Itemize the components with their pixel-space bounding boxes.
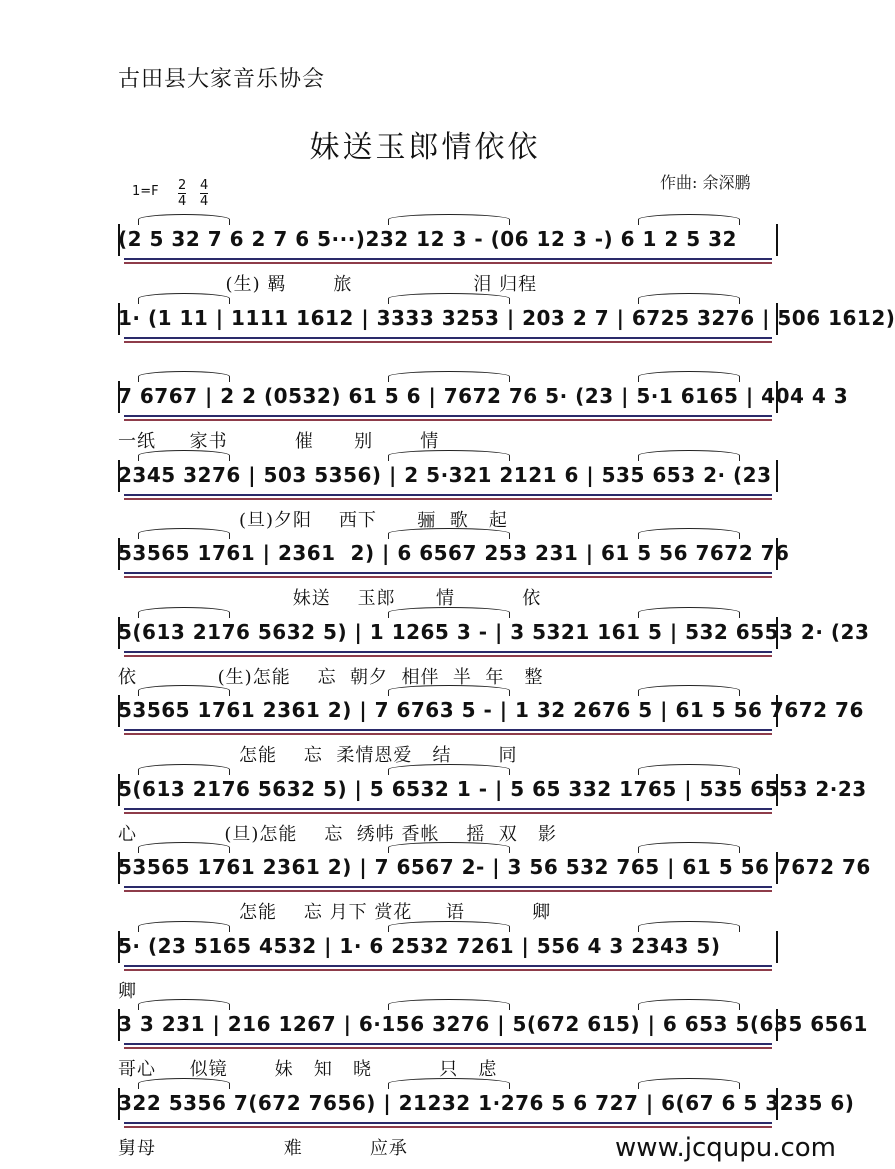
slur-mark	[388, 999, 510, 1010]
notation-text: 53565 1761 | 2361 2) | 6 6567 253 231 | 61 5 56 7672 76	[118, 541, 790, 565]
notation-text: 322 5356 7(672 7656) | 21232 1·276 5 6 727 | 6(67 6 5 3235 6)	[118, 1090, 855, 1115]
slur-mark	[138, 607, 230, 618]
lyrics-text: 怎能 忘 柔情恩爱 结 同	[118, 745, 518, 766]
slur-mark	[138, 371, 230, 382]
staff-line	[118, 536, 790, 614]
underline-beam-secondary	[124, 262, 772, 264]
slur-mark	[638, 450, 740, 461]
slur-mark	[138, 842, 230, 853]
staff-line	[118, 850, 871, 928]
underline-beam	[124, 337, 772, 339]
barline	[118, 931, 120, 963]
staff-line	[118, 772, 867, 850]
underline-beam-secondary	[124, 341, 772, 343]
underline-beam	[124, 729, 772, 731]
slur-mark	[638, 921, 740, 932]
lyrics-text: 哥心 似镜 妹 知 晓 只 虑	[118, 1059, 498, 1080]
slur-mark	[638, 842, 740, 853]
time-signature-4-4: 4 4	[200, 178, 209, 209]
notation-text: 7 6767 | 2 2 (0532) 61 5 6 | 7672 76 5· (23 | 5·1 6165 | 404 4 3	[118, 384, 849, 408]
barline	[118, 617, 120, 649]
underline-beam	[124, 651, 772, 653]
notation-text: 53565 1761 2361 2) | 7 6763 5 - | 1 32 2676 5 | 61 5 56 7672 76	[118, 698, 864, 722]
slur-mark	[138, 999, 230, 1010]
underline-beam-secondary	[124, 733, 772, 735]
slur-mark	[638, 371, 740, 382]
underline-beam	[124, 808, 772, 810]
barline	[776, 774, 778, 806]
slur-mark	[138, 214, 230, 225]
staff-line	[118, 615, 870, 693]
slur-mark	[138, 293, 230, 304]
slur-mark	[388, 528, 510, 539]
slur-mark	[388, 921, 510, 932]
underline-beam-secondary	[124, 1126, 772, 1128]
barline	[776, 695, 778, 727]
underline-beam-secondary	[124, 969, 772, 971]
underline-beam	[124, 1043, 772, 1045]
notation-text: 3 3 231 | 216 1267 | 6·156 3276 | 5(672 615) | 6 653 5(635 6561	[118, 1012, 868, 1036]
notation-text: 5· (23 5165 4532 | 1· 6 2532 7261 | 556 4 3 2343 5)	[118, 933, 721, 958]
lyrics-text: 一纸 家书 催 别 情	[118, 431, 440, 452]
slur-mark	[138, 450, 230, 461]
notation-text: 1· (1 11 | 1111 1612 | 3333 3253 | 203 2 7 | 6725 3276 | 506 1612)	[118, 305, 895, 330]
slur-mark	[138, 1078, 230, 1089]
slur-mark	[138, 528, 230, 539]
slur-mark	[388, 1078, 510, 1089]
lyrics-text: 卿	[118, 980, 137, 1002]
staff-line	[118, 301, 895, 379]
staff-line	[118, 222, 778, 300]
slur-mark	[638, 685, 740, 696]
slur-mark	[638, 214, 740, 225]
staff-line	[118, 458, 778, 536]
underline-beam-secondary	[124, 576, 772, 578]
time-signature-2-4: 2 4	[178, 178, 187, 209]
slur-mark	[388, 607, 510, 618]
barline	[776, 460, 778, 492]
lyrics-text: 心 (旦)怎能 忘 绣帏 香帐 摇 双 影	[118, 823, 557, 845]
notation-text: 5(613 2176 5632 5) | 1 1265 3 - | 3 5321 161 5 | 532 6553 2· (23	[118, 619, 870, 644]
underline-beam	[124, 1122, 772, 1124]
barline	[118, 460, 120, 492]
slur-mark	[638, 764, 740, 775]
composer-credit: 作曲: 余深鹏	[660, 173, 751, 192]
notation-text: 2345 3276 | 503 5356) | 2 5·321 2121 6 | 535 653 2· (23	[118, 462, 772, 487]
barline	[776, 1088, 778, 1120]
slur-mark	[638, 528, 740, 539]
slur-mark	[388, 214, 510, 225]
underline-beam	[124, 965, 772, 967]
barline	[776, 381, 778, 413]
slur-mark	[638, 293, 740, 304]
slur-mark	[638, 999, 740, 1010]
barline	[118, 852, 120, 884]
lyrics-text: (生) 羁 旅 泪 归程	[118, 274, 538, 295]
underline-beam-secondary	[124, 655, 772, 657]
slur-mark	[388, 842, 510, 853]
underline-beam	[124, 494, 772, 496]
slur-mark	[388, 764, 510, 775]
staff-line	[118, 693, 864, 771]
barline	[118, 1009, 120, 1041]
barline	[776, 852, 778, 884]
lyrics-text: 舅母 难 应承	[118, 1137, 408, 1159]
underline-beam	[124, 258, 772, 260]
staff-line	[118, 379, 849, 457]
slur-mark	[388, 293, 510, 304]
notation-text: (2 5 32 7 6 2 7 6 5···)232 12 3 - (06 12 3 -) 6 1 2 5 32	[118, 227, 737, 251]
website-watermark: www.jcqupu.com	[615, 1133, 836, 1163]
lyrics-text: (旦)夕阳 西下 骊 歌 起	[118, 509, 508, 531]
underline-beam-secondary	[124, 812, 772, 814]
staff-line	[118, 929, 778, 1007]
barline	[118, 538, 120, 570]
notation-text: 53565 1761 2361 2) | 7 6567 2- | 3 56 532 765 | 61 5 56 7672 76	[118, 855, 871, 879]
barline	[118, 695, 120, 727]
barline	[118, 381, 120, 413]
barline	[118, 774, 120, 806]
barline	[776, 1009, 778, 1041]
underline-beam	[124, 415, 772, 417]
barline	[118, 303, 120, 335]
staff-line	[118, 1007, 868, 1085]
slur-mark	[388, 371, 510, 382]
underline-beam-secondary	[124, 498, 772, 500]
underline-beam-secondary	[124, 1047, 772, 1049]
barline	[776, 931, 778, 963]
slur-mark	[138, 764, 230, 775]
underline-beam-secondary	[124, 890, 772, 892]
slur-mark	[138, 685, 230, 696]
underline-beam	[124, 886, 772, 888]
slur-mark	[388, 685, 510, 696]
underline-beam-secondary	[124, 419, 772, 421]
key-signature: 1=F	[132, 184, 159, 199]
organization-name: 古田县大家音乐协会	[118, 67, 326, 92]
barline	[776, 303, 778, 335]
slur-mark	[388, 450, 510, 461]
slur-mark	[638, 1078, 740, 1089]
lyrics-text: 妹送 玉郎 情 依	[118, 588, 542, 609]
barline	[776, 538, 778, 570]
barline	[118, 224, 120, 256]
barline	[776, 224, 778, 256]
barline	[118, 1088, 120, 1120]
lyrics-text: 怎能 忘 月下 赏花 语 卿	[118, 902, 552, 923]
underline-beam	[124, 572, 772, 574]
lyrics-text: 依 (生)怎能 忘 朝夕 相伴 半 年 整	[118, 666, 544, 688]
slur-mark	[638, 607, 740, 618]
song-title: 妹送玉郎情依依	[309, 130, 541, 165]
barline	[776, 617, 778, 649]
notation-text: 5(613 2176 5632 5) | 5 6532 1 - | 5 65 332 1765 | 535 6553 2·23	[118, 776, 867, 801]
slur-mark	[138, 921, 230, 932]
